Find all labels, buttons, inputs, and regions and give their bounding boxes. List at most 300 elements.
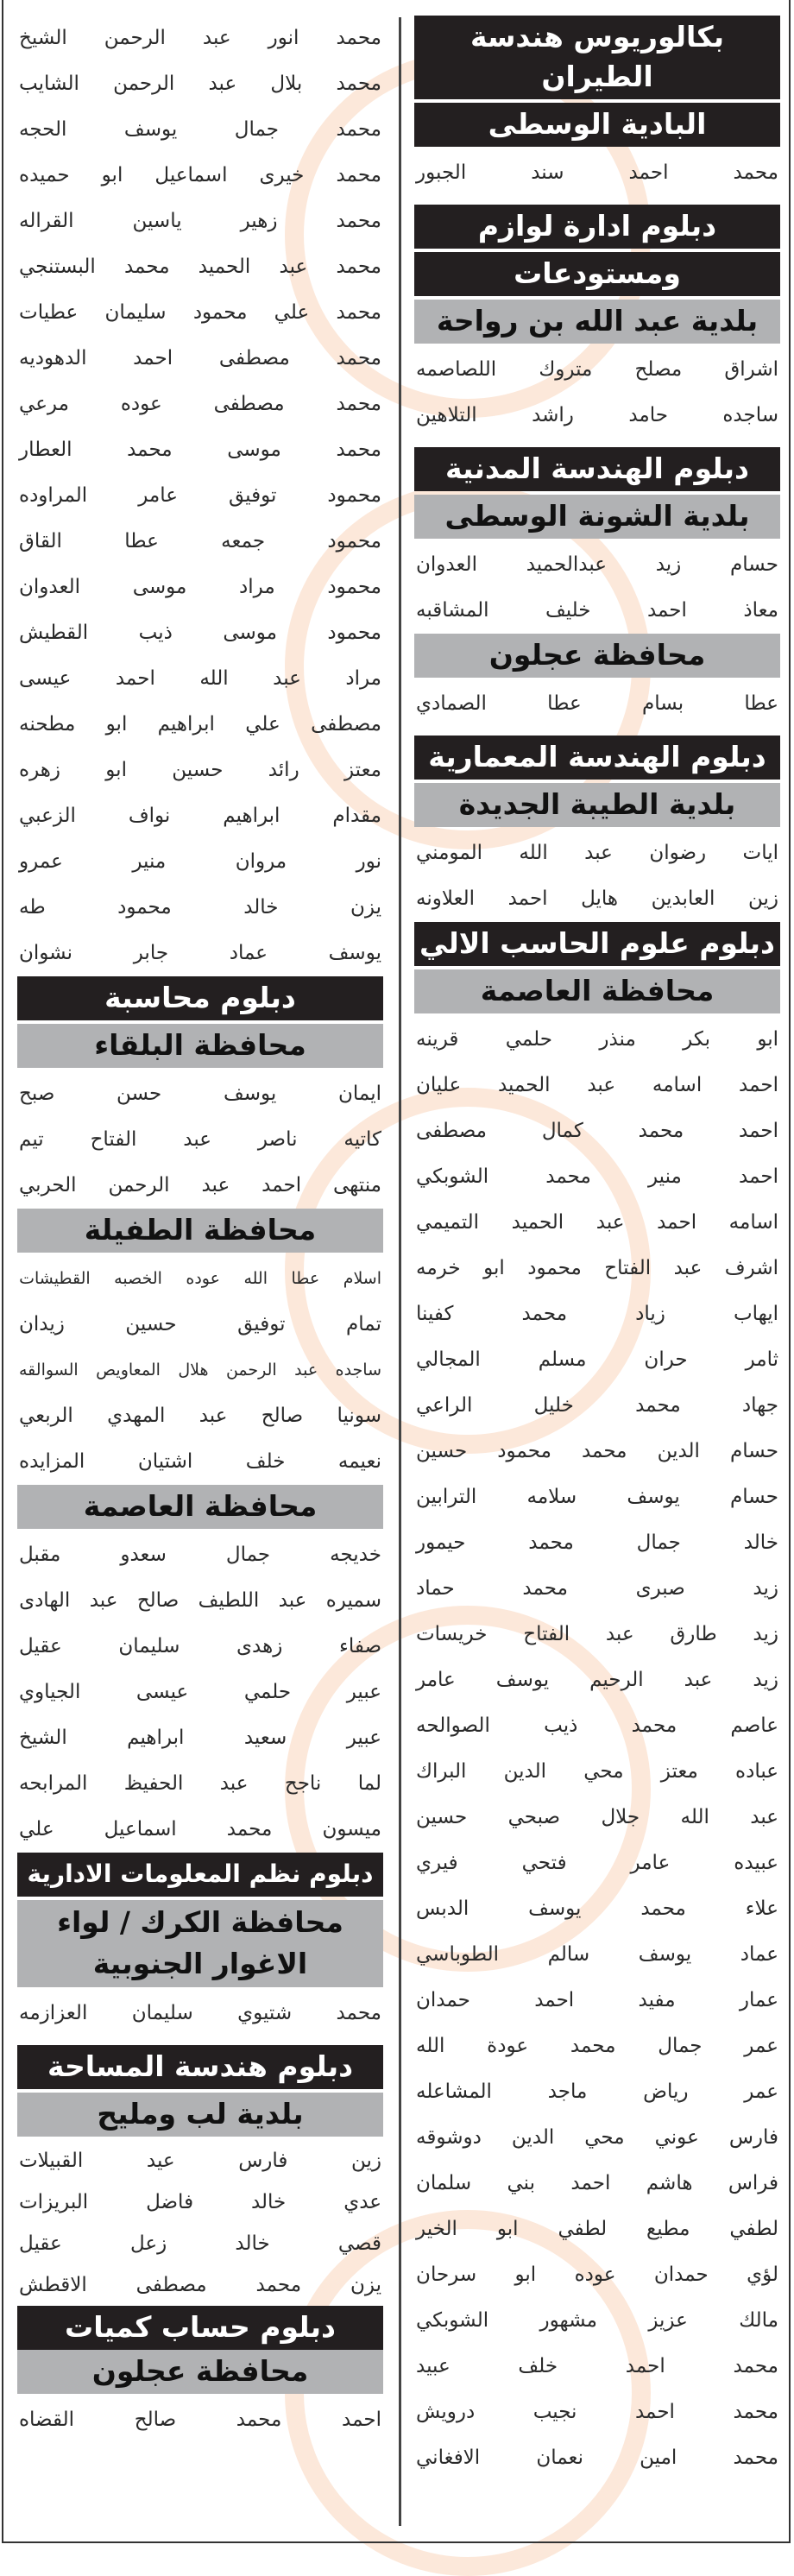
name-word: حيمور [416,1531,466,1554]
name-word: حسام [730,1486,778,1508]
list-item [17,1348,383,1393]
name-word: هلال [178,1361,209,1380]
name-word: محمد [733,2447,778,2469]
name-word: زيد [753,1577,778,1600]
name-word: زين [350,2150,381,2172]
name-word: الهادى [19,1589,71,1612]
list-item [414,1200,780,1246]
name-word: الدهوديه [19,347,87,369]
list-item [414,393,780,439]
name-word: احمد [262,1174,302,1196]
name-word: لؤي [747,2263,778,2286]
list-item [414,2435,780,2481]
name-word: ناصر [257,1128,298,1151]
name-word: الدبس [416,1897,469,1920]
name-word: عوده [120,393,162,415]
name-word: صالح [134,2409,177,2431]
name-word: راشد [532,404,574,426]
name-word: يزن [350,896,381,919]
name-word: الزعبي [19,805,76,827]
name-word: هاشم [646,2172,693,2194]
name-list [17,1532,383,1853]
name-word: مسلم [538,1348,587,1371]
name-word: مراد [239,576,275,598]
list-item [17,1578,383,1624]
name-word: عبد [605,1623,634,1645]
name-word: اسامه [728,1211,778,1234]
name-word: سعدو [120,1544,167,1566]
name-word: نواف [128,805,171,827]
degree-header: دبلوم هندسة المساحة [17,2045,383,2089]
list-item [414,1246,780,1291]
name-word: الرحمن [225,1361,277,1380]
name-word: حران [644,1348,688,1371]
name-word: الحفيظ [123,1772,184,1795]
name-word: احمد [507,887,548,910]
list-item [17,839,383,885]
name-word: علي [245,713,280,736]
list-item [17,702,383,748]
name-word: خديجه [330,1544,381,1566]
name-word: بلال [270,73,303,95]
name-word: معتز [343,759,381,781]
name-word: جمال [658,2035,703,2057]
name-word: حسين [172,759,224,781]
name-word: فتحي [521,1852,567,1874]
name-word: زيد [655,553,682,576]
name-word: حسين [416,1806,468,1828]
name-word: ذيب [138,622,173,644]
name-word: القراله [19,210,74,232]
name-word: درويش [416,2401,476,2423]
name-word: ابراهيم [223,805,280,827]
name-word: عبد [294,1361,318,1380]
name-word: بكر [683,1028,710,1051]
name-word: الترابين [416,1486,477,1508]
list-item [17,16,383,61]
name-word: قصي [337,2232,381,2255]
name-word: زهدى [236,1635,283,1657]
name-word: ثامر [745,1348,778,1371]
name-word: عدي [343,2191,381,2213]
name-word: محمد [336,439,381,461]
name-word: طه [19,896,46,919]
name-word: الحميد [198,256,251,278]
name-word: كفينا [416,1303,454,1325]
name-word: القاق [19,530,62,552]
name-word: محمود [327,622,381,644]
name-word: طارق [670,1623,717,1645]
name-word: احمد [739,1074,778,1096]
name-word: سونيا [337,1405,381,1427]
name-word: خلف [518,2355,558,2377]
name-word: احمد [570,2172,611,2194]
degree-header: دبلوم محاسبة [17,976,383,1020]
name-word: عبد [183,1128,211,1151]
name-word: عبد [273,667,301,690]
name-word: حسين [125,1313,177,1335]
name-word: عبير [346,1727,381,1749]
name-word: فارس [728,2126,778,2149]
name-word: محمد [733,2355,778,2377]
name-word: الله [416,2035,445,2057]
name-word: يوسف [627,1486,680,1508]
name-word: عبد [198,1405,228,1427]
name-word: عامر [138,484,178,507]
name-word: مصطفى [311,713,381,736]
list-item [414,1978,780,2024]
name-word: حميده [19,164,70,186]
name-word: عباده [735,1760,778,1783]
list-item [414,2390,780,2435]
name-word: مرعي [19,393,69,415]
name-word: الرحمن [108,1174,170,1196]
name-word: ابو [105,713,128,736]
name-word: محمود [327,530,381,552]
name-word: موسى [132,576,187,598]
name-word: عامر [630,1852,671,1874]
name-word: خليف [545,599,591,622]
name-word: حسام [730,1440,778,1462]
name-word: يوسف [495,1669,550,1691]
name-word: حسام [730,553,778,576]
name-word: عبيده [734,1852,778,1874]
name-word: ابراهيم [157,713,215,736]
name-word: خليل [533,1394,574,1417]
name-word: عقيل [19,2232,62,2255]
name-word: محمد [522,1577,568,1600]
list-item [17,1302,383,1348]
name-word: اسماعيل [154,164,228,186]
name-word: حلمي [505,1028,553,1051]
name-word: رائد [268,759,299,781]
name-word: الفتاح [523,1623,570,1645]
name-word: زهره [19,759,61,781]
list-item [414,1017,780,1063]
name-word: الحميد [511,1211,564,1234]
list-item [17,2181,383,2223]
name-word: اشتيان [137,1450,193,1473]
name-word: عوده [186,1269,220,1288]
list-item [414,1291,780,1337]
name-word: العلاونه [416,887,476,910]
name-word: محمد [336,164,381,186]
name-word: ابراهيم [127,1727,185,1749]
name-word: المشاقبه [416,599,489,622]
name-word: القبيلات [19,2150,84,2172]
name-word: عبد [89,1589,118,1612]
region-header: محافظة عجلون [414,634,780,678]
name-word: محمد [640,1897,686,1920]
name-word: عيسى [135,1681,189,1703]
name-word: محمد [336,393,381,415]
list-item [414,1657,780,1703]
name-word: القضاه [19,2409,75,2431]
degree-header: ومستودعات [414,252,780,296]
name-word: محمد [336,2002,381,2024]
list-item [17,519,383,565]
name-word: محمود [117,896,172,919]
name-word: سليمان [104,301,167,324]
name-word: منير [132,850,167,873]
name-word: منير [647,1165,682,1188]
list-item [414,2115,780,2161]
name-word: الله [243,1269,268,1288]
name-word: المشاعله [416,2080,492,2103]
name-word: تمام [346,1313,381,1335]
name-word: محمد [236,2409,282,2431]
name-word: عيد [146,2150,175,2172]
name-word: الطوباسي [416,1943,499,1966]
list-item [414,2024,780,2069]
name-word: مصطفى [416,1120,487,1142]
name-word: محمود [327,484,381,507]
name-word: سرحان [416,2263,477,2286]
list-item [414,1154,780,1200]
name-word: بسام [641,692,684,715]
name-word: المهدي [107,1405,166,1427]
name-word: محمود [327,576,381,598]
name-word: زيدان [19,1313,65,1335]
name-word: المعاويص [96,1361,161,1380]
name-word: الفتاح [90,1128,137,1151]
list-item [17,290,383,336]
name-word: يوسف [528,1897,582,1920]
name-word: العدوان [416,553,477,576]
name-word: حمدان [416,1989,470,2011]
name-word: عبد [279,256,308,278]
degree-header: بكالوريوس هندسة الطيران [414,16,780,99]
name-word: خالد [235,2232,270,2255]
name-word: ابو [483,1257,505,1279]
name-word: العزازمه [19,2002,88,2024]
name-word: مطيع [646,2218,690,2240]
list-item [414,542,780,588]
name-word: الحجه [19,118,67,141]
name-word: زيد [753,1669,778,1691]
name-word: خيرى [259,164,305,186]
name-word: معتز [660,1760,698,1783]
name-word: تيم [19,1128,44,1151]
name-word: مراد [345,667,381,690]
list-item [414,588,780,634]
name-word: التميمي [416,1211,480,1234]
list-item [17,1807,383,1853]
list-item [17,610,383,656]
name-word: يزن [350,2274,381,2296]
name-word: عبد [587,1074,616,1096]
list-item [17,931,383,976]
name-word: لطفي [729,2218,778,2240]
list-item [414,830,780,876]
name-word: الله [680,1806,709,1828]
name-word: محمد [336,210,381,232]
name-word: البريزات [19,2191,89,2213]
region-header [17,1900,383,1987]
name-word: ساجده [335,1361,381,1380]
name-word: عزيز [648,2309,688,2332]
name-word: نجيب [532,2401,577,2423]
name-word: عبد [201,1174,230,1196]
name-word: المراوده [19,484,88,507]
name-word: مروان [235,850,287,873]
name-word: ابو [514,2263,537,2286]
name-word: محمد [570,2035,616,2057]
list-item [17,2264,383,2306]
name-word: لما [357,1772,381,1795]
region-header: محافظة عجلون [17,2350,383,2394]
name-word: عبدالحميد [526,553,607,576]
name-word: جمال [225,1544,271,1566]
region-header: محافظة البلقاء [17,1024,383,1068]
name-word: موسى [227,439,281,461]
name-word: صالح [136,1589,180,1612]
list-item [414,1520,780,1566]
name-word: ناجح [284,1772,322,1795]
list-item [17,1071,383,1117]
name-word: عبير [346,1681,381,1703]
name-word: العدوان [19,576,80,598]
name-word: فاضل [146,2191,194,2213]
list-item [414,1612,780,1657]
name-word: محمد [336,27,381,49]
name-word: متروك [539,358,593,381]
name-word: علي [274,301,310,324]
name-word: عمرو [19,850,63,873]
name-word: احمد [739,1165,778,1188]
name-word: مقدام [332,805,381,827]
list-item [17,427,383,473]
name-word: الحربي [19,1174,77,1196]
name-word: انور [268,27,299,49]
degree-header: دبلوم علوم الحاسب الالي [414,922,780,966]
name-word: عبد [278,1589,307,1612]
list-item [17,199,383,244]
list-item [17,382,383,427]
name-word: محمد [336,73,381,95]
name-word: سليمان [131,2002,193,2024]
list-item [17,1393,383,1439]
name-word: محمد [336,256,381,278]
name-word: عبد [584,842,613,864]
name-word: عماد [740,1943,778,1966]
list-item [17,885,383,931]
name-word: محي [584,2126,625,2149]
list-item [17,2140,383,2181]
name-word: حمدان [653,2263,709,2286]
list-item [17,1256,383,1302]
list-item [414,1840,780,1886]
name-word: الرحيم [589,1669,644,1691]
list-item [17,793,383,839]
name-list [414,1017,780,2481]
name-word: احمد [657,1211,697,1234]
name-word: عطا [744,692,778,715]
name-word: البراك [416,1760,467,1783]
name-word: خالد [250,2191,287,2213]
name-word: عبد [673,1257,703,1279]
name-word: الشايب [19,73,79,95]
name-word: مالك [739,2309,778,2332]
name-word: احمد [739,1120,778,1142]
list-item [414,1337,780,1383]
name-word: ايمان [338,1083,381,1105]
name-word: الفتاح [604,1257,652,1279]
list-item [414,1749,780,1795]
list-item [17,1991,383,2036]
name-word: يوسف [223,1083,277,1105]
name-word: عبد [750,1806,778,1828]
name-word: كمال [541,1120,583,1142]
name-word: فراس [728,2172,778,2194]
name-word: عبد [596,1211,625,1234]
name-word: نشوان [19,942,73,964]
name-word: صبح [19,1083,55,1105]
name-word: كاتيه [343,1128,381,1151]
name-word: ماجد [547,2080,588,2103]
name-word: مشهور [539,2309,597,2332]
name-word: مصطفى [213,393,285,415]
region-header: بلدية الطيبة الجديدة [414,783,780,827]
name-word: السوالقه [19,1361,79,1380]
name-word: توفيق [237,1313,286,1335]
list-item [414,1703,780,1749]
list-item [17,1624,383,1670]
name-word: المرابحه [19,1772,88,1795]
name-word: حامد [628,404,668,426]
name-word: ساجده [722,404,778,426]
name-word: خالد [743,1531,778,1554]
name-word: محمد [638,1120,684,1142]
name-word: التلاهين [416,404,477,426]
name-word: محمد [528,1531,574,1554]
list-item [17,61,383,107]
name-word: دوشوقه [416,2126,482,2149]
name-word: خالد [243,896,279,919]
column-divider [399,17,401,2526]
name-word: احمد [342,2409,381,2431]
name-word: اللصاصمه [416,358,497,381]
region-header: محافظة العاصمة [414,969,780,1013]
name-word: عماد [229,942,268,964]
name-word: مفيد [638,1989,676,2011]
list-item [17,336,383,382]
name-word: مقبل [19,1544,61,1566]
name-word: زياد [635,1303,665,1325]
name-word: عبد [684,1669,713,1691]
name-word: فيري [416,1852,458,1874]
name-word: بني [507,2172,536,2194]
name-word: علي [19,1818,54,1840]
name-word: العطار [19,439,72,461]
list-item [17,1532,383,1578]
list-item [17,1670,383,1715]
list-item [17,1715,383,1761]
name-word: سميره [325,1589,381,1612]
name-word: احمد [646,599,687,622]
list-item [414,2161,780,2207]
name-word: ذيب [544,1714,578,1737]
degree-header: دبلوم ادارة لوازم [414,205,780,249]
name-word: الشوبكي [416,2309,489,2332]
name-word: جلال [601,1806,640,1828]
name-word: صالح [261,1405,304,1427]
name-word: عطيات [19,301,79,324]
left-column [17,16,383,2443]
name-word: محمد [733,161,778,184]
name-word: رضوان [649,842,707,864]
list-item [17,1117,383,1163]
